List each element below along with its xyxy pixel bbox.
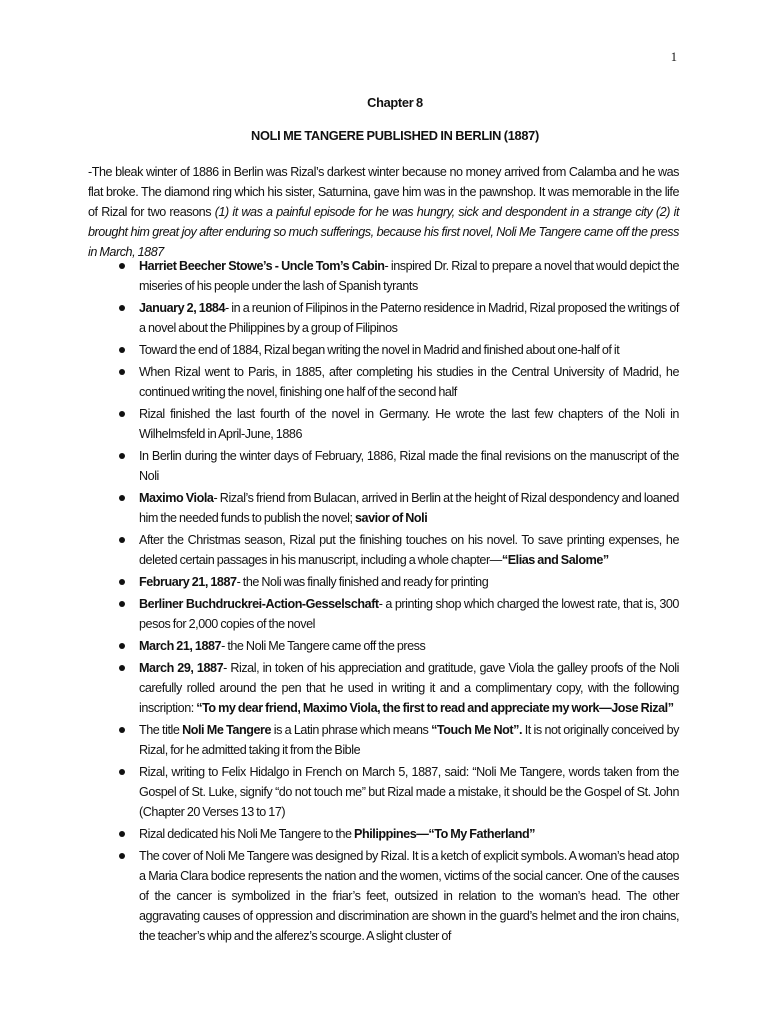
item-text: After the Christmas season, Rizal put the finishing touches on his novel. To save printing expenses, he deleted certain passages in his manuscript, including a whole chapter— [139,533,679,567]
bullet-list [119,256,679,948]
item-text: When Rizal went to Paris, in 1885, after completing his studies in the Central University of Madrid, he continued writing the novel, finishing one half of the second half [139,365,679,399]
item-text: Toward the end of 1884, Rizal began writing the novel in Madrid and finished about one-half of it [139,343,620,357]
bold-text: “Elias and Salome” [501,553,609,567]
bold-text: “To my dear friend, Maximo Viola, the first to read and appreciate my work—Jose Rizal” [196,701,674,715]
intro-text: -The bleak winter of 1886 in Berlin was Rizal’s darkest winter because no money arrived from Calamba and he was flat broke. The diamond ring which his sister, Saturnina, gave him was in the pawnshop. It was memorable in the life of Rizal for two reasons [88,165,679,219]
item-text: Rizal, writing to Felix Hidalgo in French on March 5, 1887, said: “Noli Me Tangere, words taken from the Gospel of St. Luke, signify “do not touch me” but Rizal made a mistake, it should be the Gospel of St. John (Chapter 20 Verses 13 to 17) [139,765,679,819]
list-item [119,530,679,570]
item-text: Rizal dedicated his Noli Me Tangere to the [139,827,355,841]
page-number: 1 [670,50,677,64]
list-item [119,446,679,486]
bold-text: Philippines—“To My Fatherland” [354,827,536,841]
list-item [119,488,679,528]
list-item [119,594,679,634]
list-item [119,340,679,360]
intro-paragraph [88,162,679,262]
bold-text: February 21, 1887 [139,575,237,589]
item-text: - Rizal’s friend from Bulacan, arrived in Berlin at the height of Rizal despondency and loaned him the needed funds to publish the novel; [139,491,679,525]
item-text: - the Noli was finally finished and ready for printing [236,575,489,589]
item-text: - in a reunion of Filipinos in the Paterno residence in Madrid, Rizal proposed the writings of a novel about the Philippines by a group of Filipinos [139,301,679,335]
bold-text: March 21, 1887 [139,639,222,653]
bold-text: March 29, 1887 [139,661,224,675]
bold-text: Harriet Beecher Stowe’s - Uncle Tom’s Cabin [139,259,385,273]
bold-text: savior of Noli [355,511,428,525]
item-text: It is not originally conceived by Rizal, for he admitted taking it from the Bible [139,723,679,757]
list-item [119,720,679,760]
list-item [119,256,679,296]
chapter-heading: Chapter 8 [367,95,423,110]
item-text: The title [139,723,183,737]
item-text: - the Noli Me Tangere came off the press [221,639,426,653]
list-item [119,572,679,592]
bold-text: “Touch Me Not”. [431,723,523,737]
list-item [119,846,679,946]
item-text: Rizal finished the last fourth of the novel in Germany. He wrote the last few chapters of the Noli in Wilhelmsfeld in April-June, 1886 [139,407,679,441]
bold-text: January 2, 1884 [139,301,226,315]
bold-text: Noli Me Tangere [182,723,272,737]
intro-italic-text: (1) it was a painful episode for he was hungry, sick and despondent in a strange city (2) it brought him great joy after enduring so much sufferings, because his first novel, Noli Me Tangere came off the press in March, 1887 [88,205,679,259]
item-text: - inspired Dr. Rizal to prepare a novel that would depict the miseries of his people under the lash of Spanish tyrants [139,259,679,293]
list-item [119,404,679,444]
item-text: is a Latin phrase which means [271,723,432,737]
item-text: - a printing shop which charged the lowest rate, that is, 300 pesos for 2,000 copies of the novel [139,597,679,631]
item-text: The cover of Noli Me Tangere was designed by Rizal. It is a ketch of explicit symbols. A woman’s head atop a Maria Clara bodice represents the nation and the women, victims of the social cancer. One of the causes of the cancer is symbolized in the friar’s feet, outsized in relation to the woman’s head. The other aggravating causes of oppression and discrimination are shown in the guard’s helmet and the iron chains, the teacher’s whip and the alferez’s scourge. A slight cluster of [139,849,679,943]
list-item [119,298,679,338]
item-text: In Berlin during the winter days of February, 1886, Rizal made the final revisions on the manuscript of the Noli [139,449,679,483]
list-item [119,658,679,718]
list-item [119,636,679,656]
list-item [119,362,679,402]
list-item [119,824,679,844]
chapter-title: NOLI ME TANGERE PUBLISHED IN BERLIN (1887) [251,128,539,143]
list-item [119,762,679,822]
bold-text: Maximo Viola [139,491,214,505]
bold-text: Berliner Buchdruckrei-Action-Gesselschaft [139,597,379,611]
item-text: - Rizal, in token of his appreciation and gratitude, gave Viola the galley proofs of the Noli carefully rolled around the pen that he used in writing it and a complimentary copy, with the following inscription: [139,661,679,715]
